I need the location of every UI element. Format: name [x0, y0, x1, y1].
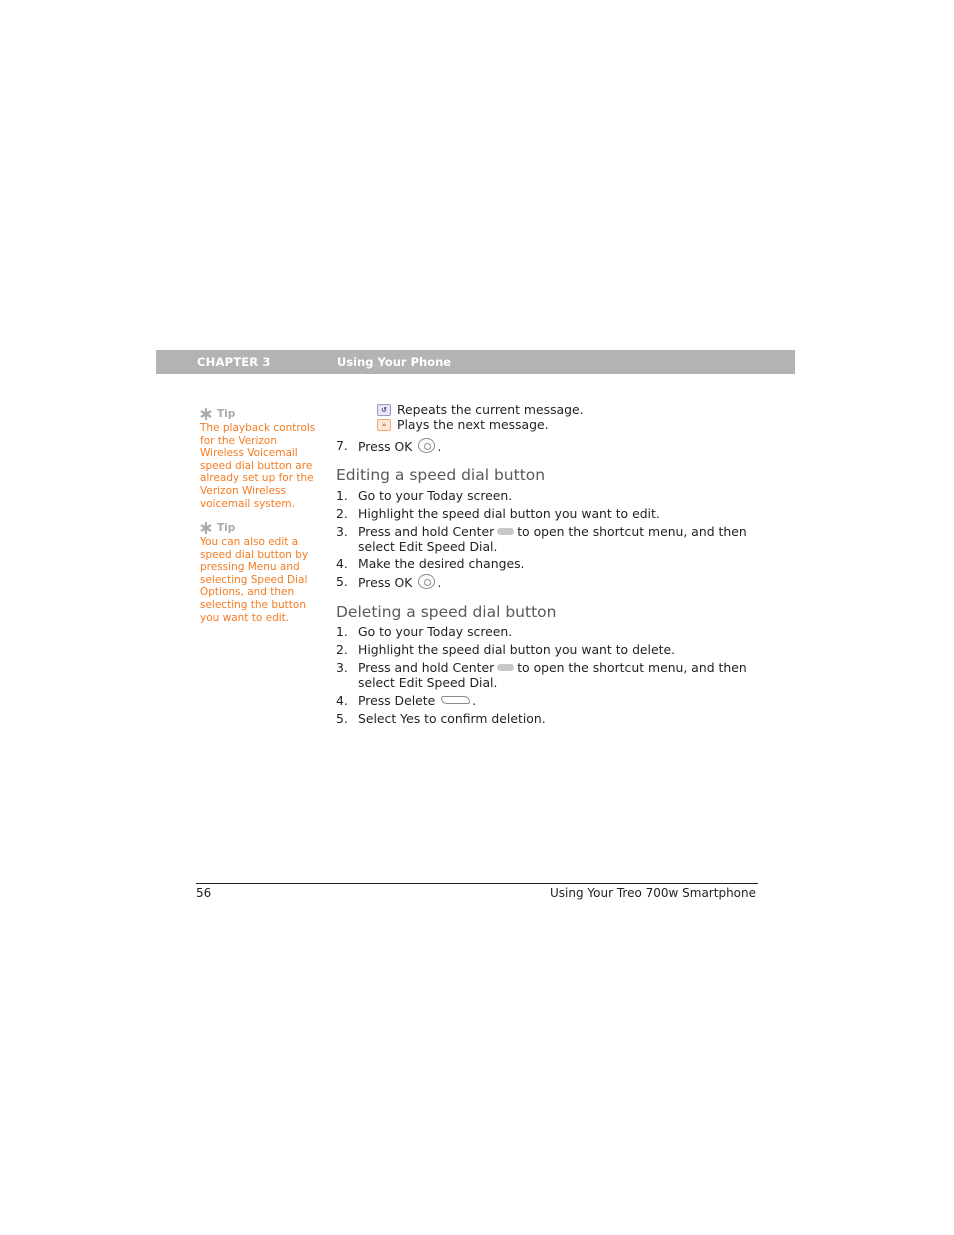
tip-line: pressing Menu and: [200, 561, 300, 574]
step-number: 7.: [336, 438, 348, 453]
page-number: 56: [196, 886, 212, 900]
step-text: Select Yes to confirm deletion.: [358, 711, 546, 726]
footer-divider: [196, 883, 758, 884]
step-number: 2.: [336, 642, 348, 657]
next-message-icon: »: [377, 419, 391, 431]
center-button-icon: [497, 528, 514, 535]
tip-header: [200, 521, 316, 535]
step-text-post: .: [472, 693, 477, 708]
asterisk-icon: [200, 522, 212, 534]
step-text-line2: select Edit Speed Dial.: [358, 539, 498, 554]
step-number: 4.: [336, 556, 348, 571]
tip-line: Wireless Voicemail: [200, 447, 298, 460]
tip-line: Verizon Wireless: [200, 484, 286, 497]
delete-key-icon: [441, 696, 470, 704]
step-text: [358, 438, 758, 454]
tip-text: [200, 536, 316, 624]
center-button-icon: [497, 664, 514, 671]
tip-box: [200, 407, 316, 510]
tip-box: [200, 521, 316, 624]
repeat-message-icon: ↺: [377, 404, 391, 416]
tip-line: selecting the button: [200, 598, 306, 611]
step-text-pre: Press OK: [358, 439, 413, 454]
tip-label: Tip: [217, 408, 236, 420]
step-text: Go to your Today screen.: [358, 488, 513, 503]
step-text: [358, 660, 758, 690]
section-heading: Deleting a speed dial button: [336, 603, 557, 621]
playback-item: [377, 402, 584, 417]
step-text: Go to your Today screen.: [358, 624, 513, 639]
playback-text: Repeats the current message.: [397, 402, 584, 417]
section-heading: Editing a speed dial button: [336, 466, 546, 484]
step-text: [358, 524, 758, 554]
step-text-pre: Press Delete: [358, 693, 436, 708]
step-text-post: to open the shortcut menu, and then: [517, 524, 747, 539]
tip-label: Tip: [217, 522, 236, 534]
step-text: [358, 574, 758, 590]
tip-line: speed dial button by: [200, 548, 309, 561]
tip-line: Options, and then: [200, 586, 295, 599]
tip-text: [200, 422, 316, 510]
ok-button-icon: [418, 574, 435, 589]
step-text: Highlight the speed dial button you want to edit.: [358, 506, 660, 521]
tip-line: The playback controls: [200, 422, 316, 434]
step-number: 5.: [336, 574, 348, 589]
step-text-pre: Press and hold Center: [358, 660, 495, 675]
tip-line: You can also edit a: [200, 536, 299, 548]
step-text-post: .: [437, 439, 442, 454]
ok-button-icon: [418, 438, 435, 453]
asterisk-icon: [200, 408, 212, 420]
step-number: 1.: [336, 488, 348, 503]
step-number: 4.: [336, 693, 348, 708]
tip-line: for the Verizon: [200, 434, 277, 447]
step-text-pre: Press and hold Center: [358, 524, 495, 539]
chapter-title: Using Your Phone: [337, 355, 452, 369]
step-text-line2: select Edit Speed Dial.: [358, 675, 498, 690]
step-text: [358, 693, 758, 708]
tip-line: voicemail system.: [200, 497, 295, 510]
tip-line: you want to edit.: [200, 611, 290, 624]
tip-header: [200, 407, 316, 421]
step-number: 3.: [336, 660, 348, 675]
chapter-number: CHAPTER 3: [197, 355, 271, 369]
tip-line: speed dial button are: [200, 459, 313, 472]
step-text: Make the desired changes.: [358, 556, 525, 571]
step-number: 5.: [336, 711, 348, 726]
step-number: 3.: [336, 524, 348, 539]
tip-line: already set up for the: [200, 472, 314, 485]
playback-item: [377, 417, 549, 432]
step-number: 2.: [336, 506, 348, 521]
step-text-pre: Press OK: [358, 575, 413, 590]
playback-text: Plays the next message.: [397, 417, 549, 432]
step-text: Highlight the speed dial button you want to delete.: [358, 642, 676, 657]
book-title: Using Your Treo 700w Smartphone: [550, 886, 756, 900]
step-number: 1.: [336, 624, 348, 639]
step-text-post: to open the shortcut menu, and then: [517, 660, 747, 675]
step-text-post: .: [437, 575, 442, 590]
tip-line: selecting Speed Dial: [200, 573, 308, 586]
chapter-header-bar: [156, 350, 795, 374]
